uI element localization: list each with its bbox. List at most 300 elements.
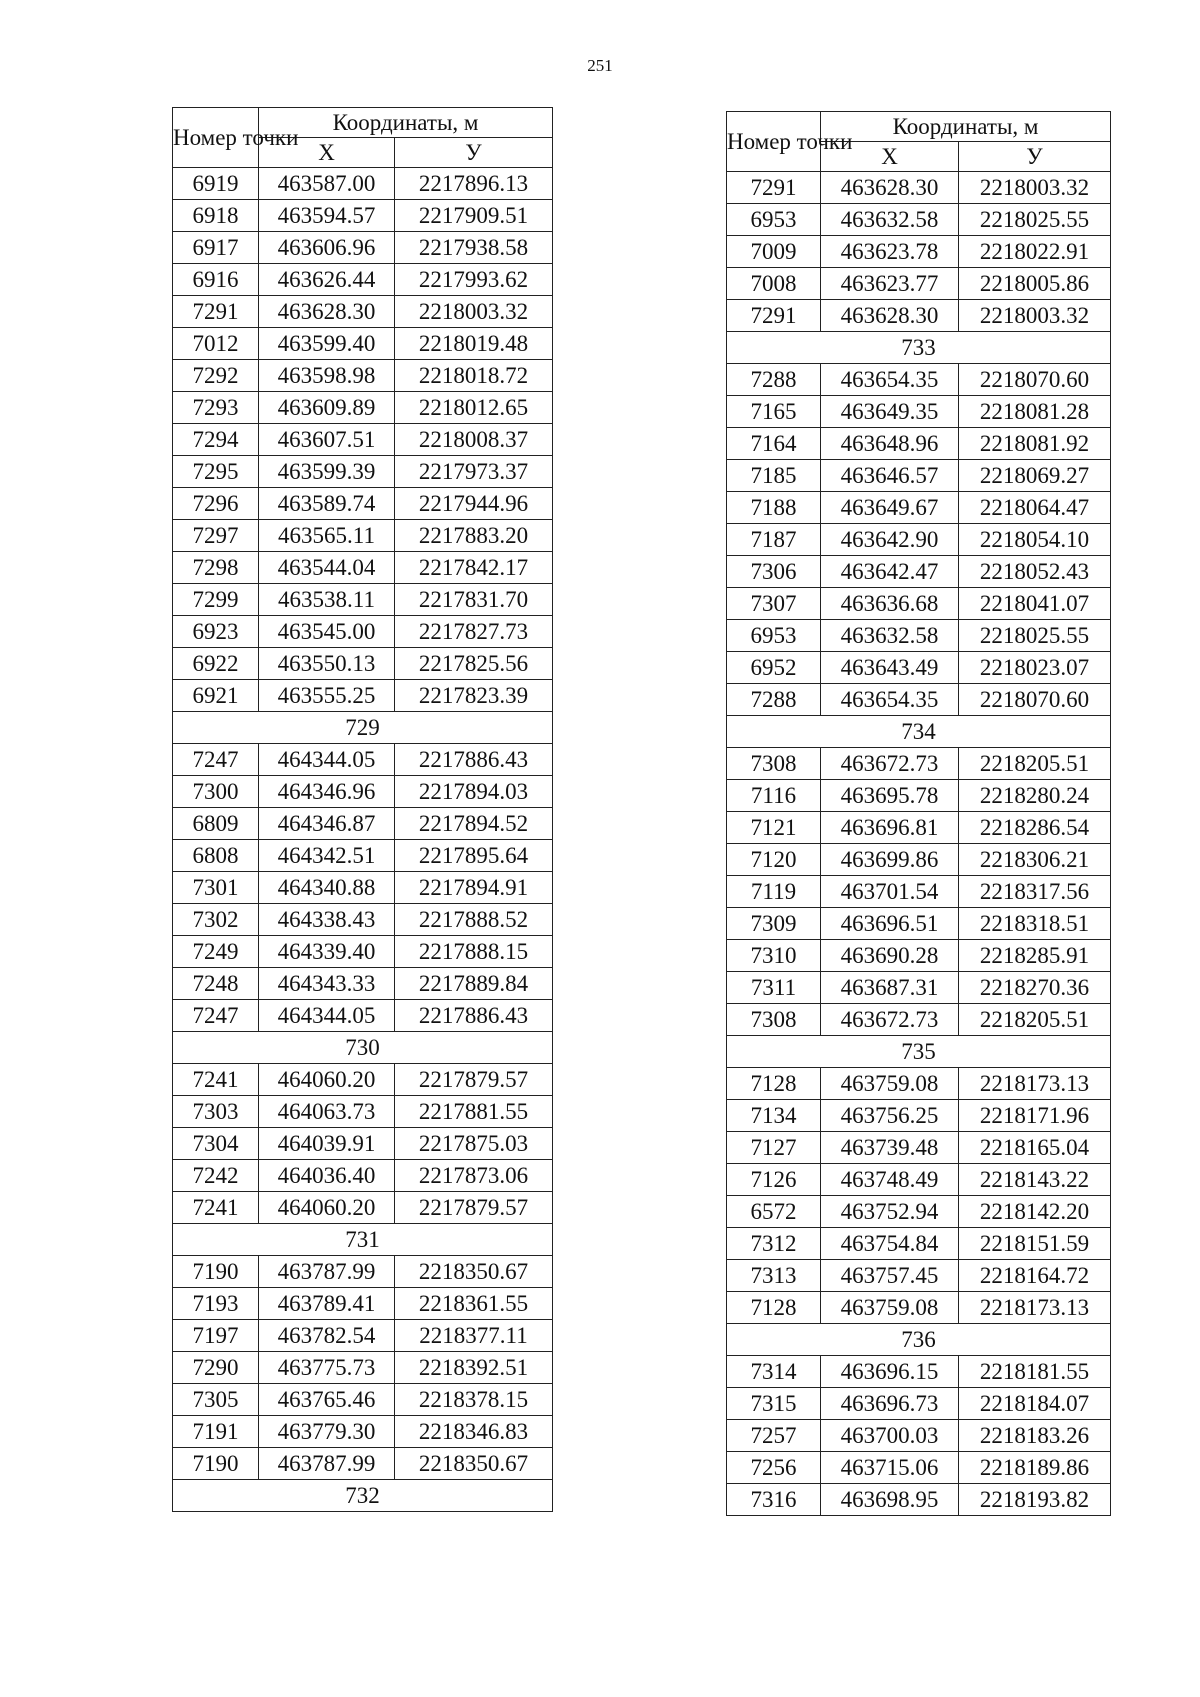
y-coordinate-cell: 2218205.51 [959, 748, 1111, 780]
table-row [727, 1100, 1111, 1132]
y-coordinate-cell: 2218018.72 [395, 360, 553, 392]
x-coordinate-cell: 463648.96 [821, 428, 959, 460]
x-coordinate-cell: 464344.05 [259, 744, 395, 776]
point-number-cell: 7308 [727, 1004, 821, 1036]
y-coordinate-cell: 2218378.15 [395, 1384, 553, 1416]
x-coordinate-cell: 463544.04 [259, 552, 395, 584]
table-row [727, 748, 1111, 780]
table-row [173, 1256, 553, 1288]
y-coordinate-cell: 2217894.91 [395, 872, 553, 904]
x-coordinate-cell: 463599.40 [259, 328, 395, 360]
y-coordinate-cell: 2217944.96 [395, 488, 553, 520]
y-coordinate-cell: 2218081.28 [959, 396, 1111, 428]
y-coordinate-cell: 2218189.86 [959, 1452, 1111, 1484]
coordinates-header: Координаты, м [259, 108, 553, 138]
table-row [727, 1452, 1111, 1484]
x-coordinate-cell: 463759.08 [821, 1292, 959, 1324]
point-number-cell: 6952 [727, 652, 821, 684]
table-row [173, 488, 553, 520]
table-row [727, 460, 1111, 492]
y-coordinate-cell: 2218285.91 [959, 940, 1111, 972]
table-row [727, 620, 1111, 652]
y-coordinate-cell: 2218350.67 [395, 1256, 553, 1288]
table-row [173, 264, 553, 296]
x-coordinate-cell: 464346.87 [259, 808, 395, 840]
table-row [727, 1388, 1111, 1420]
table-row [173, 1128, 553, 1160]
table-row [173, 936, 553, 968]
point-number-cell: 7197 [173, 1320, 259, 1352]
table-row [727, 396, 1111, 428]
x-coordinate-cell: 464344.05 [259, 1000, 395, 1032]
y-coordinate-cell: 2218025.55 [959, 204, 1111, 236]
section-number: 730 [173, 1032, 553, 1064]
point-number-cell: 7311 [727, 972, 821, 1004]
x-coordinate-cell: 463632.58 [821, 620, 959, 652]
point-number-cell: 6923 [173, 616, 259, 648]
section-number: 734 [727, 716, 1111, 748]
y-coordinate-cell: 2218070.60 [959, 684, 1111, 716]
y-coordinate-cell: 2217938.58 [395, 232, 553, 264]
point-number-cell: 7241 [173, 1064, 259, 1096]
x-coordinate-cell: 463642.47 [821, 556, 959, 588]
y-coordinate-cell: 2217883.20 [395, 520, 553, 552]
x-coordinate-cell: 463695.78 [821, 780, 959, 812]
table-row [727, 236, 1111, 268]
point-number-cell: 7121 [727, 812, 821, 844]
section-number: 732 [173, 1480, 553, 1512]
x-coordinate-cell: 463636.68 [821, 588, 959, 620]
x-coordinate-cell: 464063.73 [259, 1096, 395, 1128]
table-row [727, 1356, 1111, 1388]
point-number-cell: 7120 [727, 844, 821, 876]
table-row [173, 296, 553, 328]
y-coordinate-cell: 2217823.39 [395, 680, 553, 712]
y-coordinate-cell: 2217909.51 [395, 200, 553, 232]
table-row [727, 1196, 1111, 1228]
point-number-cell: 6572 [727, 1196, 821, 1228]
point-number-cell: 7288 [727, 364, 821, 396]
y-coordinate-cell: 2217973.37 [395, 456, 553, 488]
y-coordinate-cell: 2218005.86 [959, 268, 1111, 300]
x-coordinate-cell: 463649.35 [821, 396, 959, 428]
x-coordinate-cell: 464346.96 [259, 776, 395, 808]
point-number-cell: 7256 [727, 1452, 821, 1484]
y-coordinate-cell: 2218019.48 [395, 328, 553, 360]
x-coordinate-cell: 463609.89 [259, 392, 395, 424]
point-number-cell: 6953 [727, 620, 821, 652]
point-number-cell: 7190 [173, 1448, 259, 1480]
coordinates-table-left [172, 107, 553, 1512]
x-coordinate-cell: 464338.43 [259, 904, 395, 936]
table-row [727, 364, 1111, 396]
table-row [727, 1004, 1111, 1036]
table-row [727, 1068, 1111, 1100]
section-row [727, 1324, 1111, 1356]
table-row [727, 204, 1111, 236]
table-row [727, 1132, 1111, 1164]
point-number-cell: 7298 [173, 552, 259, 584]
y-coordinate-cell: 2217831.70 [395, 584, 553, 616]
point-number-cell: 7291 [727, 300, 821, 332]
table-row [173, 1320, 553, 1352]
table-header [727, 112, 1111, 172]
table-row [173, 584, 553, 616]
point-number-cell: 7247 [173, 744, 259, 776]
y-coordinate-cell: 2218183.26 [959, 1420, 1111, 1452]
section-number: 733 [727, 332, 1111, 364]
table-row [173, 552, 553, 584]
point-number-cell: 6918 [173, 200, 259, 232]
point-number-cell: 7191 [173, 1416, 259, 1448]
point-number-cell: 7299 [173, 584, 259, 616]
y-coordinate-cell: 2218173.13 [959, 1068, 1111, 1100]
x-coordinate-cell: 463632.58 [821, 204, 959, 236]
table-row [173, 968, 553, 1000]
section-row [727, 716, 1111, 748]
y-coordinate-cell: 2217896.13 [395, 168, 553, 200]
point-number-cell: 7119 [727, 876, 821, 908]
coordinates-header: Координаты, м [821, 112, 1111, 142]
point-number-cell: 7008 [727, 268, 821, 300]
x-coordinate-cell: 463699.86 [821, 844, 959, 876]
x-coordinate-cell: 463787.99 [259, 1256, 395, 1288]
table-row [173, 808, 553, 840]
point-number-cell: 6808 [173, 840, 259, 872]
point-number-cell: 7304 [173, 1128, 259, 1160]
x-coordinate-cell: 464343.33 [259, 968, 395, 1000]
table-row [727, 972, 1111, 1004]
table-row [727, 1484, 1111, 1516]
point-number-cell: 7313 [727, 1260, 821, 1292]
point-number-cell: 7295 [173, 456, 259, 488]
point-number-cell: 6922 [173, 648, 259, 680]
y-coordinate-cell: 2218361.55 [395, 1288, 553, 1320]
y-coordinate-cell: 2218025.55 [959, 620, 1111, 652]
point-number-cell: 7303 [173, 1096, 259, 1128]
x-coordinate-cell: 463642.90 [821, 524, 959, 556]
table-row [727, 1420, 1111, 1452]
x-coordinate-cell: 463789.41 [259, 1288, 395, 1320]
y-coordinate-cell: 2218142.20 [959, 1196, 1111, 1228]
y-coordinate-cell: 2218392.51 [395, 1352, 553, 1384]
section-row [173, 712, 553, 744]
table-row [173, 1384, 553, 1416]
table-row [727, 556, 1111, 588]
y-coordinate-cell: 2217895.64 [395, 840, 553, 872]
point-number-cell: 7292 [173, 360, 259, 392]
y-coordinate-cell: 2218193.82 [959, 1484, 1111, 1516]
table-row [173, 648, 553, 680]
x-coordinate-cell: 463589.74 [259, 488, 395, 520]
table-row [727, 940, 1111, 972]
x-coordinate-cell: 463545.00 [259, 616, 395, 648]
y-coordinate-cell: 2217873.06 [395, 1160, 553, 1192]
table-row [727, 652, 1111, 684]
point-number-cell: 7290 [173, 1352, 259, 1384]
table-row [727, 268, 1111, 300]
x-coordinate-cell: 463700.03 [821, 1420, 959, 1452]
section-row [727, 1036, 1111, 1068]
point-number-cell: 7294 [173, 424, 259, 456]
y-coordinate-cell: 2217894.03 [395, 776, 553, 808]
x-coordinate-cell: 463787.99 [259, 1448, 395, 1480]
table-row [173, 904, 553, 936]
y-header: У [959, 142, 1111, 172]
x-coordinate-cell: 463550.13 [259, 648, 395, 680]
table-row [173, 232, 553, 264]
y-coordinate-cell: 2217879.57 [395, 1064, 553, 1096]
y-coordinate-cell: 2217827.73 [395, 616, 553, 648]
section-row [173, 1224, 553, 1256]
y-coordinate-cell: 2218003.32 [959, 172, 1111, 204]
point-number-cell: 7316 [727, 1484, 821, 1516]
table-row [727, 524, 1111, 556]
y-coordinate-cell: 2218070.60 [959, 364, 1111, 396]
point-number-cell: 7310 [727, 940, 821, 972]
point-number-cell: 7188 [727, 492, 821, 524]
y-coordinate-cell: 2218205.51 [959, 1004, 1111, 1036]
point-number-cell: 7012 [173, 328, 259, 360]
x-coordinate-cell: 463565.11 [259, 520, 395, 552]
y-coordinate-cell: 2218346.83 [395, 1416, 553, 1448]
y-coordinate-cell: 2218022.91 [959, 236, 1111, 268]
point-number-cell: 7127 [727, 1132, 821, 1164]
point-number-cell: 7315 [727, 1388, 821, 1420]
x-coordinate-cell: 463779.30 [259, 1416, 395, 1448]
coordinates-table-right [726, 111, 1111, 1516]
y-coordinate-cell: 2218286.54 [959, 812, 1111, 844]
y-coordinate-cell: 2218008.37 [395, 424, 553, 456]
table-row [173, 1064, 553, 1096]
y-coordinate-cell: 2218069.27 [959, 460, 1111, 492]
y-coordinate-cell: 2218350.67 [395, 1448, 553, 1480]
table-row [727, 844, 1111, 876]
point-number-cell: 7257 [727, 1420, 821, 1452]
x-coordinate-cell: 463690.28 [821, 940, 959, 972]
x-coordinate-cell: 463623.78 [821, 236, 959, 268]
y-coordinate-cell: 2218184.07 [959, 1388, 1111, 1420]
table-row [727, 1164, 1111, 1196]
y-coordinate-cell: 2217888.52 [395, 904, 553, 936]
table-row [173, 1288, 553, 1320]
point-number-cell: 6916 [173, 264, 259, 296]
table-row [173, 1192, 553, 1224]
table-row [173, 456, 553, 488]
x-coordinate-cell: 463538.11 [259, 584, 395, 616]
y-coordinate-cell: 2218081.92 [959, 428, 1111, 460]
y-coordinate-cell: 2218003.32 [395, 296, 553, 328]
x-coordinate-cell: 463756.25 [821, 1100, 959, 1132]
table-row [727, 300, 1111, 332]
point-number-cell: 7134 [727, 1100, 821, 1132]
table-row [173, 776, 553, 808]
table-row [173, 1352, 553, 1384]
x-coordinate-cell: 464340.88 [259, 872, 395, 904]
point-number-cell: 7288 [727, 684, 821, 716]
y-coordinate-cell: 2218023.07 [959, 652, 1111, 684]
x-header: Х [259, 138, 395, 168]
x-coordinate-cell: 463649.67 [821, 492, 959, 524]
table-row [727, 428, 1111, 460]
x-coordinate-cell: 464060.20 [259, 1192, 395, 1224]
y-coordinate-cell: 2218003.32 [959, 300, 1111, 332]
x-coordinate-cell: 464039.91 [259, 1128, 395, 1160]
section-number: 736 [727, 1324, 1111, 1356]
x-coordinate-cell: 463654.35 [821, 684, 959, 716]
point-number-cell: 7128 [727, 1068, 821, 1100]
point-number-cell: 7296 [173, 488, 259, 520]
table-row [727, 908, 1111, 940]
point-number-cell: 7185 [727, 460, 821, 492]
table-row [173, 744, 553, 776]
x-coordinate-cell: 463628.30 [821, 300, 959, 332]
table-row [727, 812, 1111, 844]
x-coordinate-cell: 463696.81 [821, 812, 959, 844]
y-coordinate-cell: 2218280.24 [959, 780, 1111, 812]
table-row [173, 200, 553, 232]
y-coordinate-cell: 2217842.17 [395, 552, 553, 584]
point-number-cell: 7193 [173, 1288, 259, 1320]
x-coordinate-cell: 463628.30 [821, 172, 959, 204]
x-coordinate-cell: 463598.98 [259, 360, 395, 392]
point-number-cell: 7314 [727, 1356, 821, 1388]
y-coordinate-cell: 2218270.36 [959, 972, 1111, 1004]
y-coordinate-cell: 2218317.56 [959, 876, 1111, 908]
table-row [727, 780, 1111, 812]
y-coordinate-cell: 2218181.55 [959, 1356, 1111, 1388]
y-coordinate-cell: 2218173.13 [959, 1292, 1111, 1324]
x-coordinate-cell: 463587.00 [259, 168, 395, 200]
point-number-cell: 7241 [173, 1192, 259, 1224]
table-row [173, 392, 553, 424]
point-number-cell: 7305 [173, 1384, 259, 1416]
y-coordinate-cell: 2218171.96 [959, 1100, 1111, 1132]
x-coordinate-cell: 463754.84 [821, 1228, 959, 1260]
point-number-cell: 7308 [727, 748, 821, 780]
y-coordinate-cell: 2218064.47 [959, 492, 1111, 524]
table-row [727, 1228, 1111, 1260]
table-row [173, 872, 553, 904]
y-coordinate-cell: 2217888.15 [395, 936, 553, 968]
x-coordinate-cell: 463715.06 [821, 1452, 959, 1484]
x-coordinate-cell: 463626.44 [259, 264, 395, 296]
table-row [173, 1160, 553, 1192]
table-row [727, 684, 1111, 716]
table-row [173, 360, 553, 392]
table-row [727, 876, 1111, 908]
table-header [173, 108, 553, 168]
point-number-cell: 7307 [727, 588, 821, 620]
point-number-cell: 7312 [727, 1228, 821, 1260]
x-coordinate-cell: 463628.30 [259, 296, 395, 328]
x-coordinate-cell: 463765.46 [259, 1384, 395, 1416]
section-number: 731 [173, 1224, 553, 1256]
x-coordinate-cell: 463623.77 [821, 268, 959, 300]
point-number-cell: 7116 [727, 780, 821, 812]
point-number-header: Номер точки [173, 108, 259, 168]
page-number: 251 [587, 56, 613, 75]
table-row [727, 172, 1111, 204]
y-coordinate-cell: 2218306.21 [959, 844, 1111, 876]
table-row [727, 1292, 1111, 1324]
section-number: 729 [173, 712, 553, 744]
table-row [173, 1096, 553, 1128]
point-number-cell: 6921 [173, 680, 259, 712]
table-row [173, 1416, 553, 1448]
y-coordinate-cell: 2217889.84 [395, 968, 553, 1000]
point-number-cell: 7165 [727, 396, 821, 428]
y-coordinate-cell: 2217879.57 [395, 1192, 553, 1224]
y-coordinate-cell: 2218041.07 [959, 588, 1111, 620]
x-coordinate-cell: 463654.35 [821, 364, 959, 396]
x-coordinate-cell: 463701.54 [821, 876, 959, 908]
y-coordinate-cell: 2218165.04 [959, 1132, 1111, 1164]
table-row [173, 680, 553, 712]
point-number-cell: 7291 [727, 172, 821, 204]
x-coordinate-cell: 463696.73 [821, 1388, 959, 1420]
table-row [173, 328, 553, 360]
point-number-cell: 6917 [173, 232, 259, 264]
x-coordinate-cell: 464036.40 [259, 1160, 395, 1192]
x-coordinate-cell: 463607.51 [259, 424, 395, 456]
x-coordinate-cell: 464342.51 [259, 840, 395, 872]
y-coordinate-cell: 2218012.65 [395, 392, 553, 424]
x-coordinate-cell: 463782.54 [259, 1320, 395, 1352]
table-body [727, 172, 1111, 1516]
table-row [173, 1000, 553, 1032]
table-row [173, 168, 553, 200]
point-number-cell: 7302 [173, 904, 259, 936]
x-coordinate-cell: 463698.95 [821, 1484, 959, 1516]
x-coordinate-cell: 464339.40 [259, 936, 395, 968]
y-coordinate-cell: 2217886.43 [395, 1000, 553, 1032]
section-number: 735 [727, 1036, 1111, 1068]
x-coordinate-cell: 464060.20 [259, 1064, 395, 1096]
point-number-header: Номер точки [727, 112, 821, 172]
table-row [173, 616, 553, 648]
point-number-cell: 6953 [727, 204, 821, 236]
section-row [727, 332, 1111, 364]
x-coordinate-cell: 463759.08 [821, 1068, 959, 1100]
section-row [173, 1032, 553, 1064]
table-row [173, 424, 553, 456]
y-coordinate-cell: 2217881.55 [395, 1096, 553, 1128]
point-number-cell: 7291 [173, 296, 259, 328]
x-coordinate-cell: 463643.49 [821, 652, 959, 684]
table-row [173, 1448, 553, 1480]
table-row [727, 492, 1111, 524]
x-coordinate-cell: 463739.48 [821, 1132, 959, 1164]
y-coordinate-cell: 2217825.56 [395, 648, 553, 680]
point-number-cell: 6809 [173, 808, 259, 840]
x-coordinate-cell: 463687.31 [821, 972, 959, 1004]
point-number-cell: 7187 [727, 524, 821, 556]
x-coordinate-cell: 463752.94 [821, 1196, 959, 1228]
y-coordinate-cell: 2218164.72 [959, 1260, 1111, 1292]
y-coordinate-cell: 2217886.43 [395, 744, 553, 776]
x-coordinate-cell: 463672.73 [821, 1004, 959, 1036]
y-coordinate-cell: 2218151.59 [959, 1228, 1111, 1260]
point-number-cell: 7297 [173, 520, 259, 552]
x-coordinate-cell: 463696.51 [821, 908, 959, 940]
point-number-cell: 7248 [173, 968, 259, 1000]
table-body [173, 168, 553, 1512]
section-row [173, 1480, 553, 1512]
y-coordinate-cell: 2218054.10 [959, 524, 1111, 556]
point-number-cell: 7249 [173, 936, 259, 968]
point-number-cell: 7190 [173, 1256, 259, 1288]
